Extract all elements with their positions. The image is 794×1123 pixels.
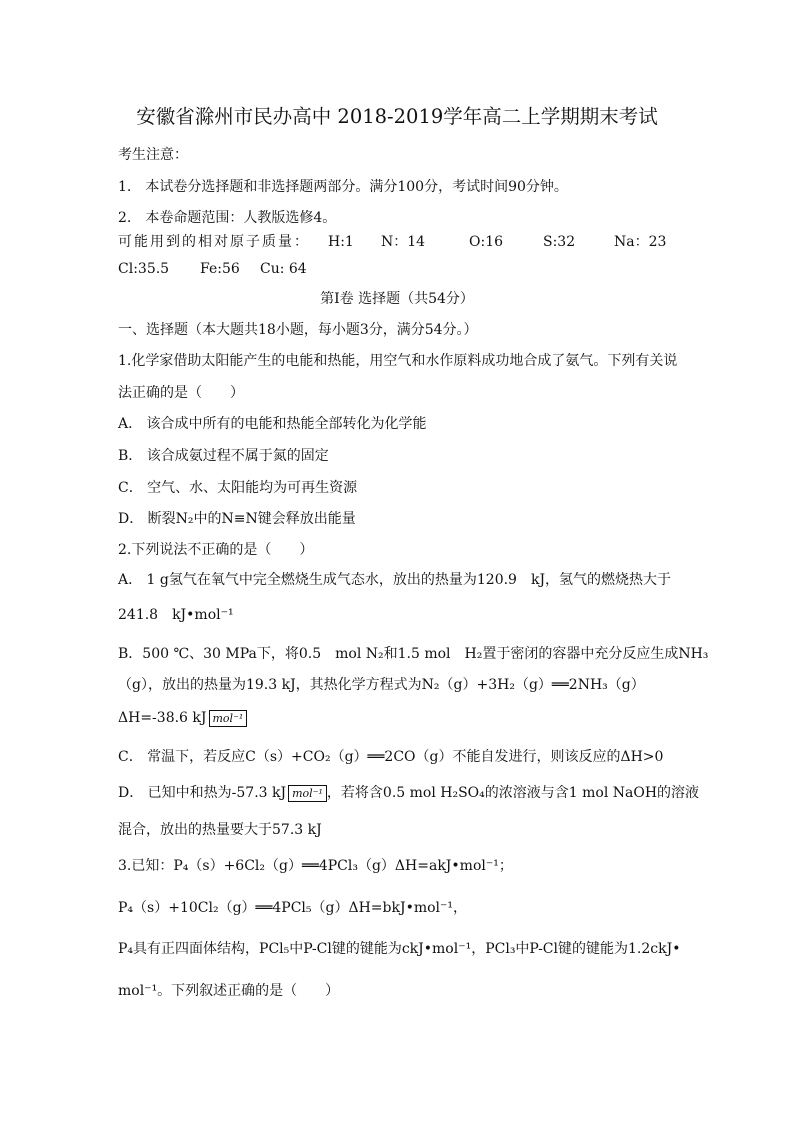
atomic-mass-n: N：14 <box>381 234 426 250</box>
q2-option-c: C． 常温下，若反应C（s）+CO₂（g）══2CO（g）不能自发进行，则该反应的ΔH>0 <box>118 749 664 765</box>
q2-option-a-line2: 241.8 kJ•mol⁻¹ <box>118 607 234 623</box>
atomic-mass-label: 可能用到的相对原子质量： <box>118 234 310 250</box>
q1-option-b: B． 该合成氨过程不属于氮的固定 <box>118 448 329 464</box>
q3-line2: P₄（s）+10Cl₂（g）══4PCl₅（g）ΔH=bkJ•mol⁻¹， <box>118 900 468 916</box>
q2-d-post: ，若将含0.5 mol H₂SO₄的浓溶液与含1 mol NaOH的溶液 <box>326 785 700 801</box>
q2-option-b-line1: B．500 ℃、30 MPa下，将0.5 mol N₂和1.5 mol H₂置于密闭的容器中充分反应生成NH₃ <box>118 646 709 662</box>
atomic-mass-cu: Cu: 64 <box>260 261 307 277</box>
atomic-mass-o: O:16 <box>469 234 504 250</box>
q2-option-d-line2: 混合，放出的热量要大于57.3 kJ <box>118 822 322 838</box>
atomic-mass-s: S:32 <box>543 234 576 250</box>
q1-stem-line2: 法正确的是（ ） <box>118 385 244 401</box>
atomic-mass-h: H:1 <box>328 234 354 250</box>
atomic-mass-na: Na：23 <box>614 234 667 250</box>
q1-option-a: A． 该合成中所有的电能和热能全部转化为化学能 <box>118 416 427 432</box>
q2-d-pre: D． 已知中和热为-57.3 kJ <box>118 785 287 801</box>
q2-option-a-line1: A． 1 g氢气在氧气中完全燃烧生成气态水，放出的热量为120.9 kJ，氢气的燃烧热大于 <box>118 572 672 588</box>
unit-box-mol: mol⁻¹ <box>209 710 248 727</box>
atomic-mass-cl: Cl:35.5 <box>118 261 170 277</box>
q3-line4: mol⁻¹。下列叙述正确的是（ ） <box>118 983 340 999</box>
atomic-mass-fe: Fe:56 <box>200 261 240 277</box>
section-title: 第Ⅰ卷 选择题（共54分） <box>320 291 474 307</box>
atomic-mass-row-1 <box>118 233 674 251</box>
q2-option-b-line3 <box>118 709 678 727</box>
q3-line1: 3.已知：P₄（s）+6Cl₂（g）══4PCl₃（g）ΔH=akJ•mol⁻¹； <box>118 858 513 874</box>
notice-2: 2. 本卷命题范围：人教版选修4。 <box>118 210 337 226</box>
q1-option-d: D． 断裂N₂中的N≡N键会释放出能量 <box>118 511 356 527</box>
document-title: 安徽省滁州市民办高中 2018-2019学年高二上学期期末考试 <box>136 105 658 128</box>
q2-option-b-line2: （g），放出的热量为19.3 kJ，其热化学方程式为N₂（g）+3H₂（g）══2NH₃（g） <box>118 677 645 693</box>
part-heading: 一、选择题（本大题共18小题，每小题3分，满分54分。） <box>118 322 478 338</box>
q1-option-c: C． 空气、水、太阳能均为可再生资源 <box>118 480 358 496</box>
notice-heading: 考生注意： <box>118 147 188 163</box>
q1-stem-line1: 1.化学家借助太阳能产生的电能和热能，用空气和水作原料成功地合成了氨气。下列有关说 <box>118 353 678 369</box>
q2-option-d-line1 <box>118 784 700 802</box>
unit-box-mol: mol⁻¹ <box>288 785 327 802</box>
q3-line3: P₄具有正四面体结构，PCl₅中P-Cl键的键能为ckJ•mol⁻¹，PCl₃中P-Cl键的键能为1.2ckJ• <box>118 941 681 957</box>
atomic-mass-row-2 <box>118 260 678 278</box>
q2-b-delta-h: ΔH=-38.6 kJ <box>118 710 207 726</box>
q2-stem: 2.下列说法不正确的是（ ） <box>118 542 314 558</box>
notice-1: 1. 本试卷分选择题和非选择题两部分。满分100分，考试时间90分钟。 <box>118 179 568 195</box>
